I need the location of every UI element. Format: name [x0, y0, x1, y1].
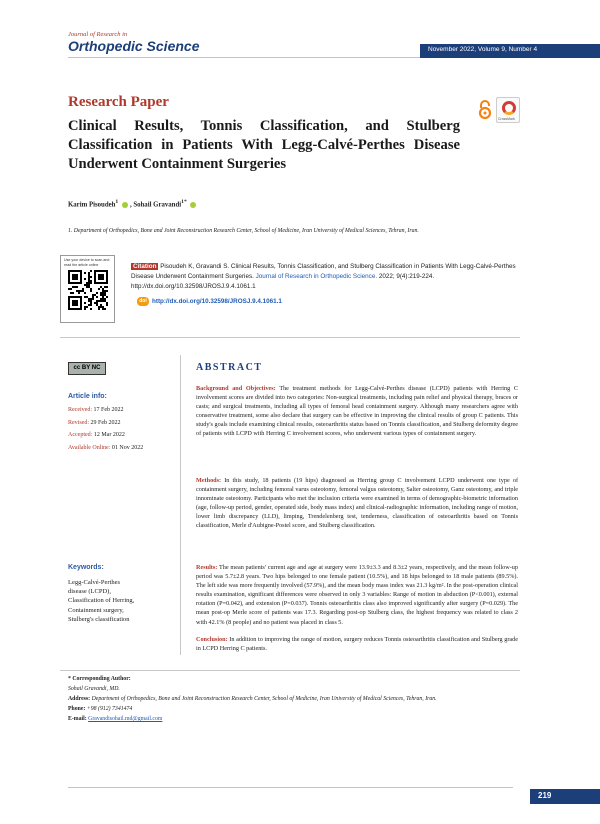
- cc-license-badge[interactable]: cc BY NC: [68, 362, 106, 375]
- keyword: disease (LCPD),: [68, 588, 111, 596]
- journal-name: Orthopedic Science: [68, 38, 200, 54]
- author-name: Sohail Gravandi: [133, 201, 182, 209]
- citation-block: [131, 262, 519, 292]
- corresponding-email: [68, 716, 528, 722]
- footer-divider: [68, 787, 513, 788]
- citation-journal-link[interactable]: Journal of Research in Orthopedic Science.: [255, 273, 378, 280]
- accepted-date: [68, 432, 125, 438]
- doi-link[interactable]: http://dx.doi.org/10.32598/JROSJ.9.4.1061.1: [152, 298, 282, 306]
- phone-value: +98 (912) 7341474: [86, 706, 133, 712]
- doi-icon: doi: [137, 297, 149, 306]
- received-label: Received:: [68, 407, 92, 413]
- column-divider: [180, 355, 181, 655]
- methods-heading: Methods:: [196, 477, 222, 484]
- qr-caption: Use your device to scan and read the article online: [64, 258, 110, 267]
- keyword: Classification of Herring,: [68, 597, 135, 605]
- available-label: Available Online:: [68, 445, 111, 451]
- background-text: The treatment methods for Legg-Calvé-Perthes disease (LCPD) patients with Herring C involvement scores are divided into two categories: Non-surgical treatments, including pain relief and physical therapy, braces or casts; and surgical treatments, including all types of femoral head containment surgery. Although many researchers agree with conservative treatment, some also declare that surgery can be effective in improving the clinical results of group C patients. This study's goals include examining clinical results, osteoarthritis status based on Tonnis classification, and Stulberg deformity degree of patients with LCPD with Herring C involvement scores, who underwent various types of containment surgery.: [196, 385, 518, 438]
- authors: Karim Pisoudeh$^1$ , Sohail Gravandi$^{1*}$: [68, 199, 198, 208]
- abstract-conclusion: [196, 635, 518, 653]
- keyword: Containment surgery,: [68, 606, 124, 614]
- orcid-icon[interactable]: [122, 202, 128, 208]
- qr-box: [60, 255, 115, 323]
- abstract-title: ABSTRACT: [196, 362, 263, 373]
- revised-value: 29 Feb 2022: [90, 420, 121, 426]
- keywords-list: [68, 578, 168, 624]
- corresponding-name: Sohail Gravandi, MD.: [68, 686, 120, 692]
- keyword: Legg-Calvé-Perthes: [68, 579, 120, 586]
- citation-text: Pisoudeh K, Gravandi S. Clinical Results, Tonnis Classification, and Stulberg Classification in Patients With Legg-Calvé-Perthes Disease Underwent Containment Surgeries.: [131, 263, 516, 280]
- page-number: 219: [538, 791, 552, 800]
- available-date: [68, 445, 143, 451]
- affiliation: 1. Department of Orthopedics, Bone and Joint Reconstruction Research Center, School of Medicine, Iran University of Medical Sciences, Tehran, Iran.: [68, 228, 419, 234]
- author-affil-mark: 1*: [181, 199, 187, 205]
- received-date: [68, 407, 124, 413]
- abstract-methods: [196, 476, 518, 531]
- section-divider: [60, 337, 520, 338]
- article-title: Clinical Results, Tonnis Classification, and Stulberg Classification in Patients With Legg-Calvé-Perthes Disease Underwent Containment Surgeries: [68, 118, 460, 172]
- corresponding-phone: [68, 706, 528, 712]
- author-name: Karim Pisoudeh: [68, 201, 116, 209]
- abstract-results: [196, 563, 518, 627]
- email-link[interactable]: Gravandisohail.md@gmail.com: [88, 716, 163, 722]
- paper-type: Research Paper: [68, 94, 169, 110]
- background-heading: Background and Objectives:: [196, 385, 276, 392]
- received-value: 17 Feb 2022: [93, 407, 124, 413]
- citation-doi: http://dx.doi.org/10.32598/JROSJ.9.4.1061.1: [131, 283, 256, 290]
- conclusion-text: In addition to improving the range of motion, surgery reduces Tonnis osteoarthritis classification and Stulberg grade in LCPD Herring C patients.: [196, 636, 519, 653]
- accepted-value: 12 Mar 2022: [93, 432, 125, 438]
- address-label: Address:: [68, 696, 91, 702]
- corresponding-divider: [60, 670, 520, 671]
- keyword: Stulberg's classification: [68, 615, 130, 623]
- conclusion-heading: Conclusion:: [196, 636, 228, 643]
- author-affil-mark: 1: [115, 199, 119, 205]
- issue-info: November 2022, Volume 9, Number 4: [428, 46, 538, 53]
- accepted-label: Accepted:: [68, 432, 93, 438]
- available-value: 01 Nov 2022: [111, 445, 144, 451]
- citation-details: 2022; 9(4):219-224.: [378, 273, 435, 280]
- qr-code-icon[interactable]: [68, 270, 108, 310]
- address-value: Department of Orthopedics, Bone and Joint Reconstruction Research Center, School of Medicine, Iran University of Medical Sciences, Tehran, Iran.: [91, 696, 437, 702]
- revised-label: Revised:: [68, 420, 89, 426]
- citation-label: Citation: [133, 263, 157, 270]
- revised-date: [68, 420, 121, 426]
- keywords-title: Keywords:: [68, 564, 104, 571]
- journal-name-small: Journal of Research in: [68, 31, 128, 38]
- article-info-title: Article info:: [68, 393, 107, 400]
- phone-label: Phone:: [68, 706, 86, 712]
- corresponding-title: * Corresponding Author:: [68, 676, 131, 682]
- doi-row: [137, 297, 282, 306]
- methods-text: In this study, 18 patients (19 hips) diagnosed as Herring group C involvement LCPD underwent one type of containment surgery, including femoral varus osteotomy, femoral valgus osteotomy, Salter osteotomy, Ganz osteotomy, and triple innominate osteotomy. Participants who met the inclusion criteria were examined in terms of demographic-biometric information (age, follow-up period, gender, operated side, body mass index) and clinical-radiographic information, including range of motion, lower limb discrepancy (LLD), limping, Trendelenberg test, tenderness, classification of osteoarthritis based on Tonnis classification, Merle d'Aubigne-Postel score, and Stulberg classification.: [196, 477, 519, 530]
- corresponding-address: [68, 696, 528, 702]
- email-label: E-mail:: [68, 716, 87, 722]
- abstract-background: [196, 384, 518, 439]
- crossmark-icon[interactable]: CrossMark: [496, 97, 520, 123]
- open-access-icon[interactable]: [478, 100, 492, 119]
- results-text: The mean patients' current age and age at surgery were 13.9±3.3 and 8.3±2 years, respectively, and the mean follow-up period was 5.7±2.8 years. Two hips belonged to one female patient (10.5%), and 18 hips belonged to 18 male patients (89.5%). The left side was more frequently involved (57.9%), and the mean body mass index was 21.3 kg/m². In the post-operation clinical results examination, significant differences were observed in only 3 variables: Range of motion in abduction (P<0.001), external rotation (P=0.042), and extension (P=0.037). Tonnis osteoarthritis class also improved significantly after surgery (P=0.029). The mean post-op Merle score of patients was 17.3. Regarding post-op Stulberg class, the highest frequency was related to class 2 with 42.1% (8 people) and no patient was placed in class 5.: [196, 564, 518, 626]
- orcid-icon[interactable]: [190, 202, 196, 208]
- results-heading: Results:: [196, 564, 218, 571]
